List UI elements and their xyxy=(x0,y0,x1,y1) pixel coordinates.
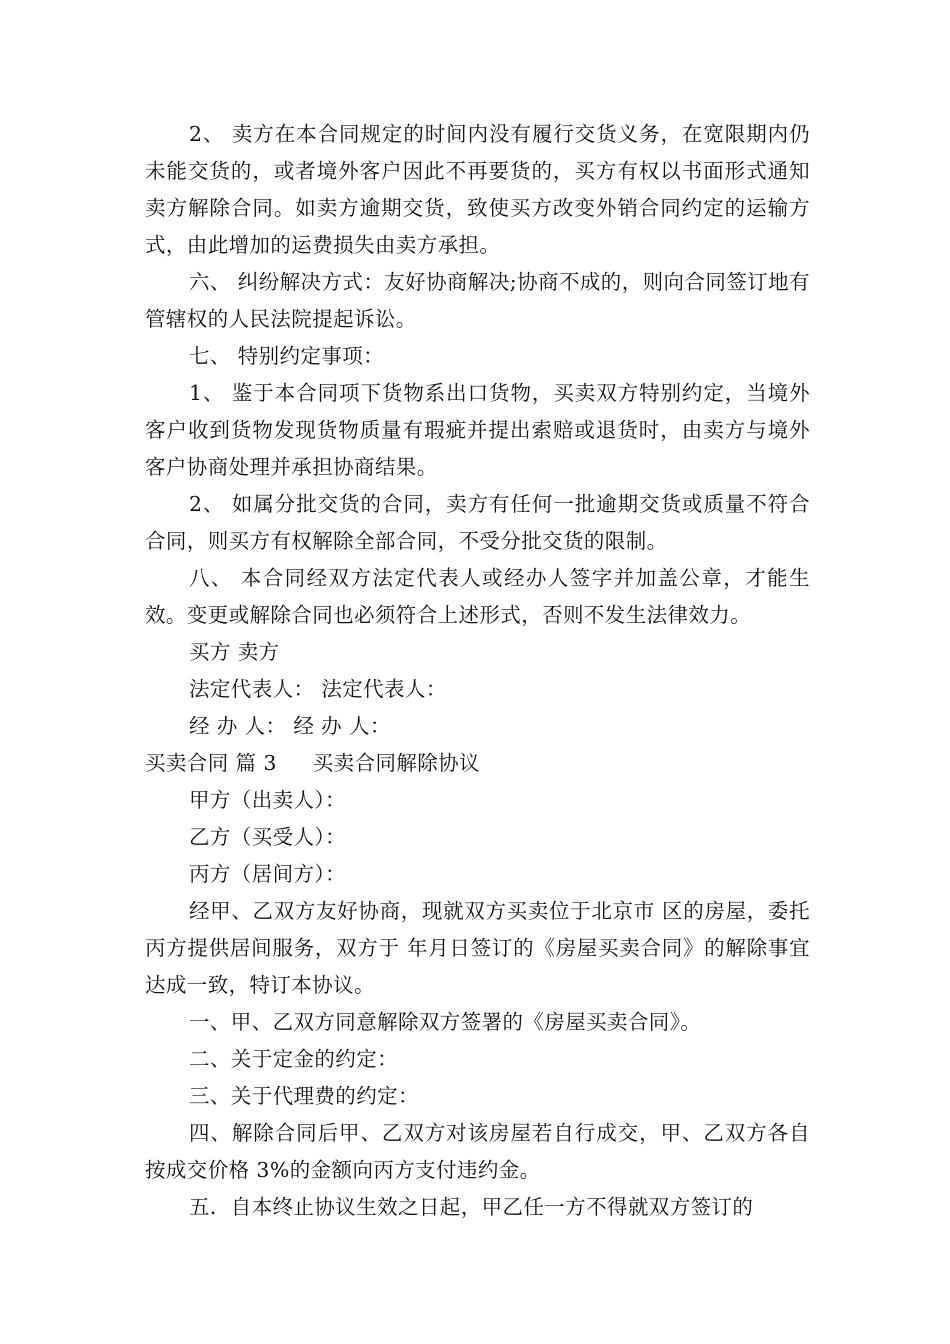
document-body xyxy=(145,116,810,1226)
signature-handler-line: 经 办 人： 经 办 人： xyxy=(189,714,391,738)
clause-two: 二、关于定金的约定： xyxy=(189,1047,398,1071)
paragraph-dispute-resolution: 六、 纠纷解决方式：友好协商解决;协商不成的，则向合同签订地有管辖权的人民法院提起诉讼。 xyxy=(145,270,810,331)
clause-five: 五．自本终止协议生效之日起，甲乙任一方不得就双方签订的 xyxy=(189,1195,754,1219)
section-heading-left: 买卖合同 篇 3 xyxy=(145,751,277,775)
paragraph-effectiveness-clause: 八、 本合同经双方法定代表人或经办人签字并加盖公章，才能生效。变更或解除合同也必须符合上述形式，否则不发生法律效力。 xyxy=(145,566,810,627)
section-heading xyxy=(145,745,810,782)
clause-four: 四、解除合同后甲、乙双方对该房屋若自行成交，甲、乙双方各自按成交价格 3%的金额向丙方支付违约金。 xyxy=(145,1121,810,1182)
section-heading-right: 买卖合同解除协议 xyxy=(312,751,480,775)
paragraph-agreement-intro: 经甲、乙双方友好协商，现就双方买卖位于北京市 区的房屋，委托丙方提供居间服务，双方于 年月日签订的《房屋买卖合同》的解除事宜达成一致，特订本协议。 xyxy=(145,899,810,997)
paragraph-batch-delivery-clause: 2、 如属分批交货的合同，卖方有任何一批逾期交货或质量不符合合同，则买方有权解除全部合同，不受分批交货的限制。 xyxy=(145,492,810,553)
paragraph-special-terms-heading: 七、 特别约定事项： xyxy=(189,344,385,368)
signature-legal-rep-line: 法定代表人： 法定代表人： xyxy=(189,677,447,701)
party-c-line: 丙方（居间方）： xyxy=(189,862,346,886)
party-a-line: 甲方（出卖人）： xyxy=(189,788,346,812)
clause-one: 一、甲、乙双方同意解除双方签署的《房屋买卖合同》。 xyxy=(189,1010,702,1034)
clause-three: 三、关于代理费的约定： xyxy=(189,1084,419,1108)
signature-parties-line: 买方 卖方 xyxy=(189,640,280,664)
party-b-line: 乙方（买受人）： xyxy=(189,825,346,849)
paragraph-delivery-termination: 2、 卖方在本合同规定的时间内没有履行交货义务，在宽限期内仍未能交货的，或者境外客户因此不再要货的，买方有权以书面形式通知卖方解除合同。如卖方逾期交货，致使买方改变外销合同约定的运输方式，由此增加的运费损失由卖方承担。 xyxy=(145,122,810,257)
paragraph-export-goods-clause: 1、 鉴于本合同项下货物系出口货物，买卖双方特别约定，当境外客户收到货物发现货物质量有瑕疵并提出索赔或退货时，由卖方与境外客户协商处理并承担协商结果。 xyxy=(145,381,810,479)
